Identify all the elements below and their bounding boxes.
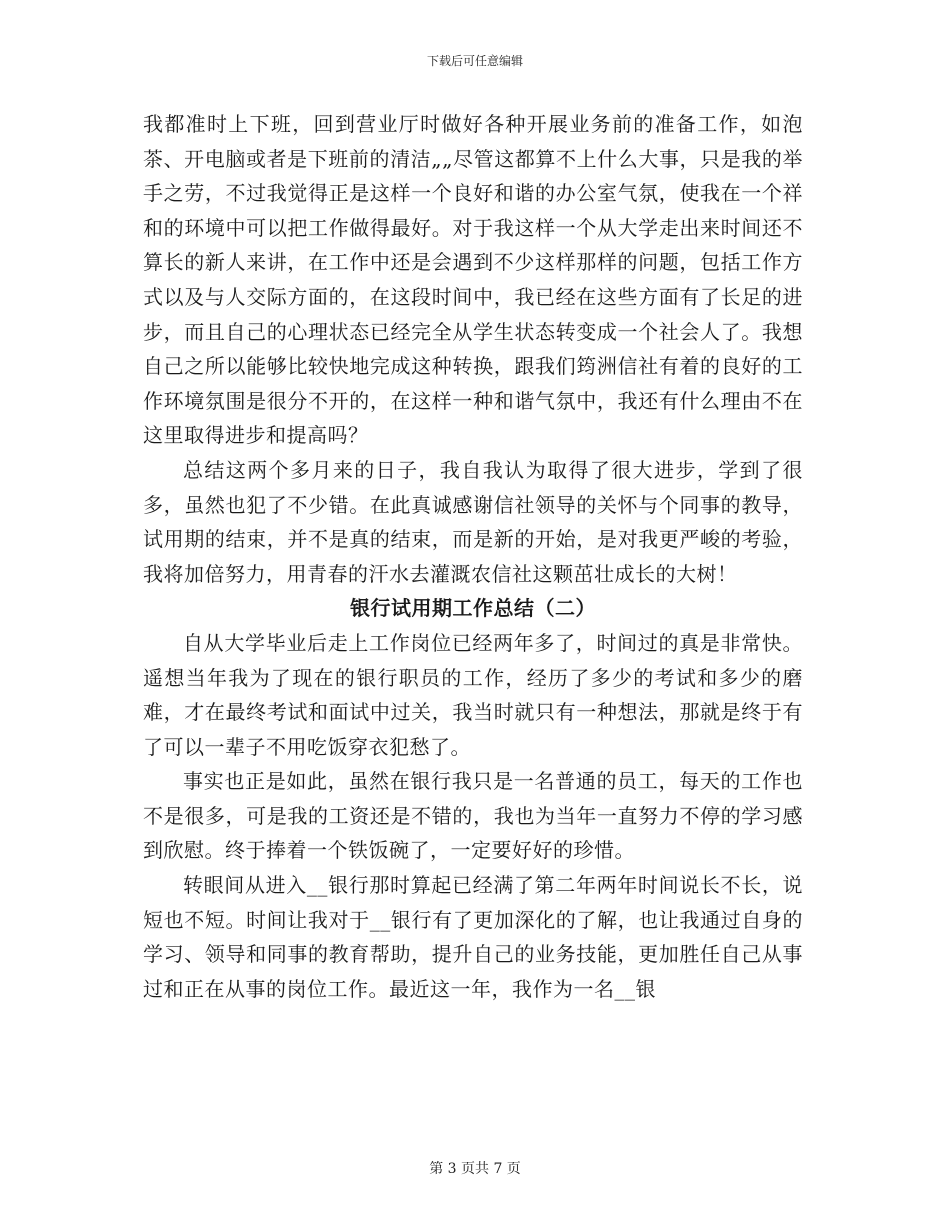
paragraph-summary: 总结这两个多月来的日子，我自我认为取得了很大进步，学到了很多，虽然也犯了不少错。在此真诚感谢信社领导的关怀与个同事的教导，试用期的结束，并不是真的结束，而是新的开始，是对我更严峻的考验，我将加倍努力，用青春的汗水去灌溉农信社这颗茁壮成长的大树！: [143, 457, 803, 586]
section-paragraph-1: 自从大学毕业后走上工作岗位已经两年多了，时间过的真是非常快。遥想当年我为了现在的银行职员的工作，经历了多少的考试和多少的磨难，才在最终考试和面试中过关，我当时就只有一种想法，那就是终于有了可以一辈子不用吃饭穿衣犯愁了。: [143, 630, 803, 759]
document-body: [143, 107, 803, 1006]
page-footer: 第 3 页共 7 页: [429, 1161, 521, 1177]
section-paragraph-3: 转眼间从进入__银行那时算起已经满了第二年两年时间说长不长，说短也不短。时间让我对于__银行有了更加深化的了解，也让我通过自身的学习、领导和同事的教育帮助，提升自己的业务技能，更加胜任自己从事过和正在从事的岗位工作。最近这一年，我作为一名__银: [143, 873, 803, 1001]
paragraph-continuation: 我都准时上下班，回到营业厅时做好各种开展业务前的准备工作，如泡茶、开电脑或者是下班前的清洁„„尽管这都算不上什么大事，只是我的举手之劳，不过我觉得正是这样一个良好和谐的办公室气氛，使我在一个祥和的环境中可以把工作做得最好。对于我这样一个从大学走出来时间还不算长的新人来讲，在工作中还是会遇到不少这样那样的问题，包括工作方式以及与人交际方面的，在这段时间中，我已经在这些方面有了长足的进步，而且自己的心理状态已经完全从学生状态转变成一个社会人了。我想自己之所以能够比较快地完成这种转换，跟我们筠洲信社有着的良好的工作环境氛围是很分不开的，在这样一种和谐气氛中，我还有什么理由不在这里取得进步和提高吗？: [143, 112, 803, 448]
section-title: 银行试用期工作总结（二）: [350, 596, 596, 621]
section-paragraph-2: 事实也正是如此，虽然在银行我只是一名普通的员工，每天的工作也不是很多，可是我的工资还是不错的，我也为当年一直努力不停的学习感到欣慰。终于捧着一个铁饭碗了，一定要好好的珍惜。: [143, 769, 803, 863]
page-header: 下载后可任意编辑: [426, 54, 523, 68]
